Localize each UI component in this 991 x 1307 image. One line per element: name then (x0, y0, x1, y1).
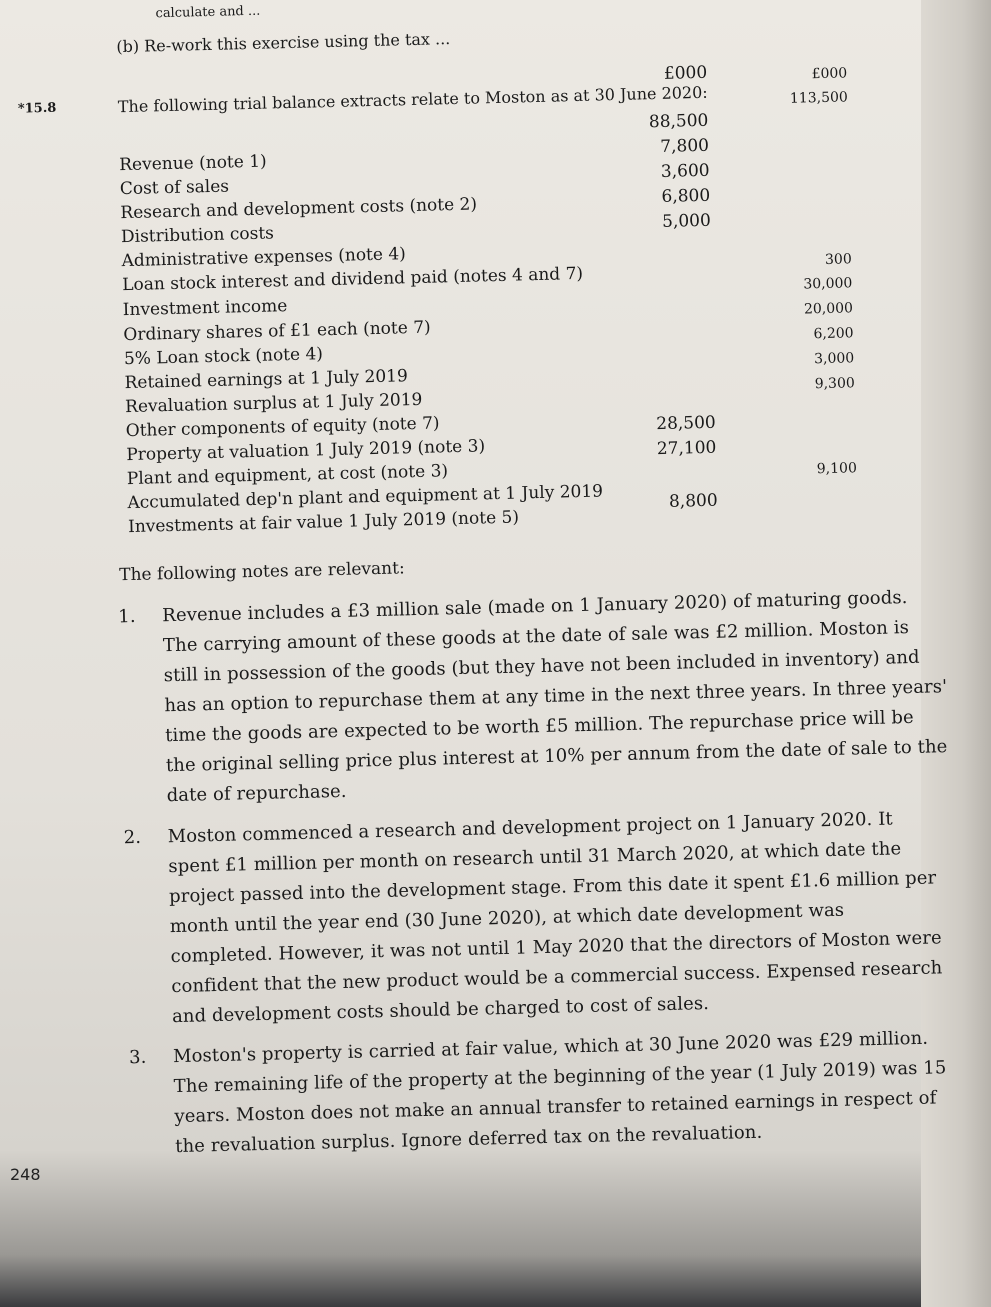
notes-intro: The following notes are relevant: (119, 558, 405, 586)
tb-row-debit: 27,100 (656, 437, 717, 460)
note-line: spent £1 million per month on research until 31 March 2020, at which date the (168, 838, 902, 878)
tb-row-debit: 88,500 (648, 110, 709, 133)
note-line: the revaluation surplus. Ignore deferred tax on the revaluation. (175, 1121, 763, 1158)
tb-row-label: Ordinary shares of £1 each (note 7) (123, 317, 431, 346)
tb-row-label: Property at valuation 1 July 2019 (note 3) (126, 436, 486, 466)
note-number: 3. (128, 1046, 147, 1069)
tb-row-credit: 113,500 (789, 89, 849, 107)
tb-row-credit: 3,000 (813, 350, 855, 368)
note-line: Revenue includes a £3 million sale (made on 1 January 2020) of maturing goods. (162, 587, 908, 627)
note-line: completed. However, it was not until 1 May 2020 that the directors of Moston were (170, 927, 943, 968)
part-b-line: (b) Re-work this exercise using the tax ... (116, 29, 451, 57)
tb-row-label: 5% Loan stock (note 4) (123, 344, 324, 370)
note-line: confident that the new product would be a commercial success. Expensed research (171, 957, 943, 998)
tb-row-label: Administrative expenses (note 4) (121, 244, 407, 272)
tb-row-label: Investments at fair value 1 July 2019 (note 5) (127, 507, 520, 538)
tb-row-debit: 28,500 (656, 412, 716, 435)
tb-row-debit: 6,800 (661, 185, 711, 207)
tb-row-label: Retained earnings at 1 July 2019 (124, 366, 409, 394)
tb-row-debit: 7,800 (660, 135, 710, 157)
tb-row-label: Investment income (122, 296, 288, 321)
note-line: has an option to repurchase them at any time in the next three years. In three years' (164, 676, 948, 717)
note-line: the original selling price plus interest at 10% per annum from the date of sale to the (165, 736, 948, 777)
tb-row-label: Plant and equipment, at cost (note 3) (126, 461, 449, 490)
partial-line: calculate and ... (155, 3, 261, 22)
tb-row-label: Loan stock interest and dividend paid (notes 4 and 7) (121, 263, 584, 296)
tb-row-debit: 8,800 (668, 490, 718, 512)
note-line: and development costs should be charged to cost of sales. (171, 993, 710, 1028)
note-line: Moston's property is carried at fair value, which at 30 June 2020 was £29 million. (172, 1027, 929, 1068)
tb-row-label: Cost of sales (119, 176, 230, 200)
note-line: Moston commenced a research and development project on 1 January 2020. It (167, 808, 893, 848)
note-line: month until the year end (30 June 2020), at which date development was (169, 899, 845, 938)
tb-row-label: Accumulated dep'n plant and equipment at 1 July 2019 (127, 481, 604, 514)
note-line: project passed into the development stage. From this date it spent £1.6 million per (168, 867, 937, 908)
credit-column-header: £000 (811, 65, 848, 83)
note-line: still in possession of the goods (but they have not been included in inventory) and (163, 646, 920, 687)
note-line: The carrying amount of these goods at the date of sale was £2 million. Moston is (162, 617, 910, 657)
tb-row-credit: 30,000 (803, 275, 853, 293)
tb-row-credit: 9,300 (814, 375, 856, 393)
tb-row-credit: 6,200 (813, 325, 854, 343)
debit-column-header: £000 (663, 62, 708, 84)
question-intro: The following trial balance extracts relate to Moston as at 30 June 2020: (117, 82, 708, 117)
tb-row-credit: 300 (824, 251, 852, 268)
tb-row-label: Distribution costs (120, 223, 275, 248)
tb-row-credit: 9,100 (816, 460, 858, 478)
tb-row-label: Other components of equity (note 7) (125, 413, 440, 442)
note-number: 2. (123, 826, 142, 849)
tb-row-label: Revaluation surplus at 1 July 2019 (124, 389, 423, 418)
tb-row-debit: 5,000 (661, 210, 712, 232)
note-line: years. Moston does not make an annual transfer to retained earnings in respect of (174, 1087, 937, 1128)
tb-row-label: Revenue (note 1) (119, 151, 267, 176)
note-line: date of repurchase. (166, 780, 347, 807)
note-line: time the goods are expected to be worth £5 million. The repurchase price will be (164, 706, 915, 747)
note-number: 1. (118, 605, 136, 628)
tb-row-debit: 3,600 (660, 160, 710, 182)
page-number: 248 (10, 1165, 41, 1184)
tb-row-label: Research and development costs (note 2) (120, 194, 478, 224)
tb-row-credit: 20,000 (803, 300, 854, 318)
note-line: The remaining life of the property at the beginning of the year (1 July 2019) was 15 (173, 1057, 947, 1098)
question-number: *15.8 (17, 100, 57, 117)
